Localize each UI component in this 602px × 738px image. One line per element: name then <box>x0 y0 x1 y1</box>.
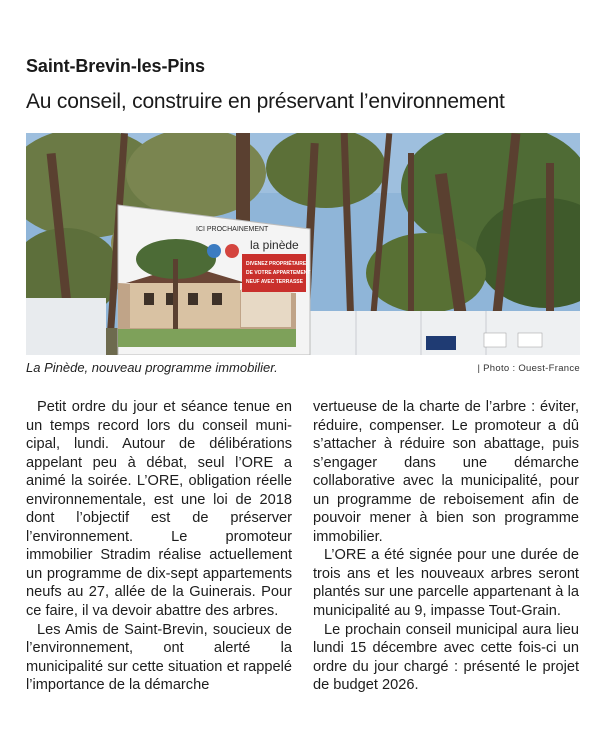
paragraph-2-continuation: vertueuse de la charte de l’arbre : éviter, réduire, compenser. Le promoteur a dû s’attacher à réduire son abattage, puis s’engager dans une démarche collaborative avec la municipalité, pour un programme de reboisement afin de pouvoir mener à bien son programme immobilier. <box>313 399 579 545</box>
article-column-right <box>313 398 579 695</box>
paragraph-4: Le prochain conseil municipal aura lieu lundi 15 décembre avec cette fois-ci un ordre du jour chargé : présenté le projet de budget 2026. <box>313 621 579 694</box>
paragraph-1: Petit ordre du jour et séance tenue en un temps record lors du conseil municipal, lundi. Autour de délibérations appelant peu à débat, seul l’ORE a animé la soirée. L’ORE, obligation réelle environnementale, est une loi de 2018 dont l’objectif est de préserver l’environnement. Le promoteur immobilier Stradim réalise actuellement un programme de dix-sept appartements neufs au 27, allée de la Guinerais. Pour ce faire, il va devoir abattre des arbres. <box>26 399 292 620</box>
photo-caption: La Pinède, nouveau programme immobilier. <box>26 360 278 375</box>
sign-badge-line1: DIVENEZ PROPRIÉTAIRE <box>246 261 307 267</box>
sign-line1: ICI PROCHAINEMENT <box>196 226 269 233</box>
article-photo <box>26 133 580 355</box>
sign-badge-line2: DE VOTRE APPARTEMENT <box>246 270 311 276</box>
sign-line2: la pinède <box>250 238 299 252</box>
article-kicker: Saint-Brevin-les-Pins <box>26 56 205 76</box>
article-headline: Au conseil, construire en préservant l’environnement <box>26 90 505 113</box>
paragraph-2: Les Amis de Saint-Brevin, soucieux de l’environnement, ont alerté la municipalité sur cette situation et rappelé l’importance de la démarche <box>26 621 292 694</box>
photo-illustration <box>26 133 580 355</box>
photo-credit: | Photo : Ouest-France <box>477 363 580 374</box>
article-column-left <box>26 398 292 695</box>
paragraph-3: L’ORE a été signée pour une durée de trois ans et les nouveaux arbres seront plantés sur une parcelle appartenant à la municipalité au 9, impasse Tout-Grain. <box>313 547 579 620</box>
sales-billboard <box>118 205 310 355</box>
sign-badge-line3: NEUF AVEC TERRASSE <box>246 279 303 285</box>
